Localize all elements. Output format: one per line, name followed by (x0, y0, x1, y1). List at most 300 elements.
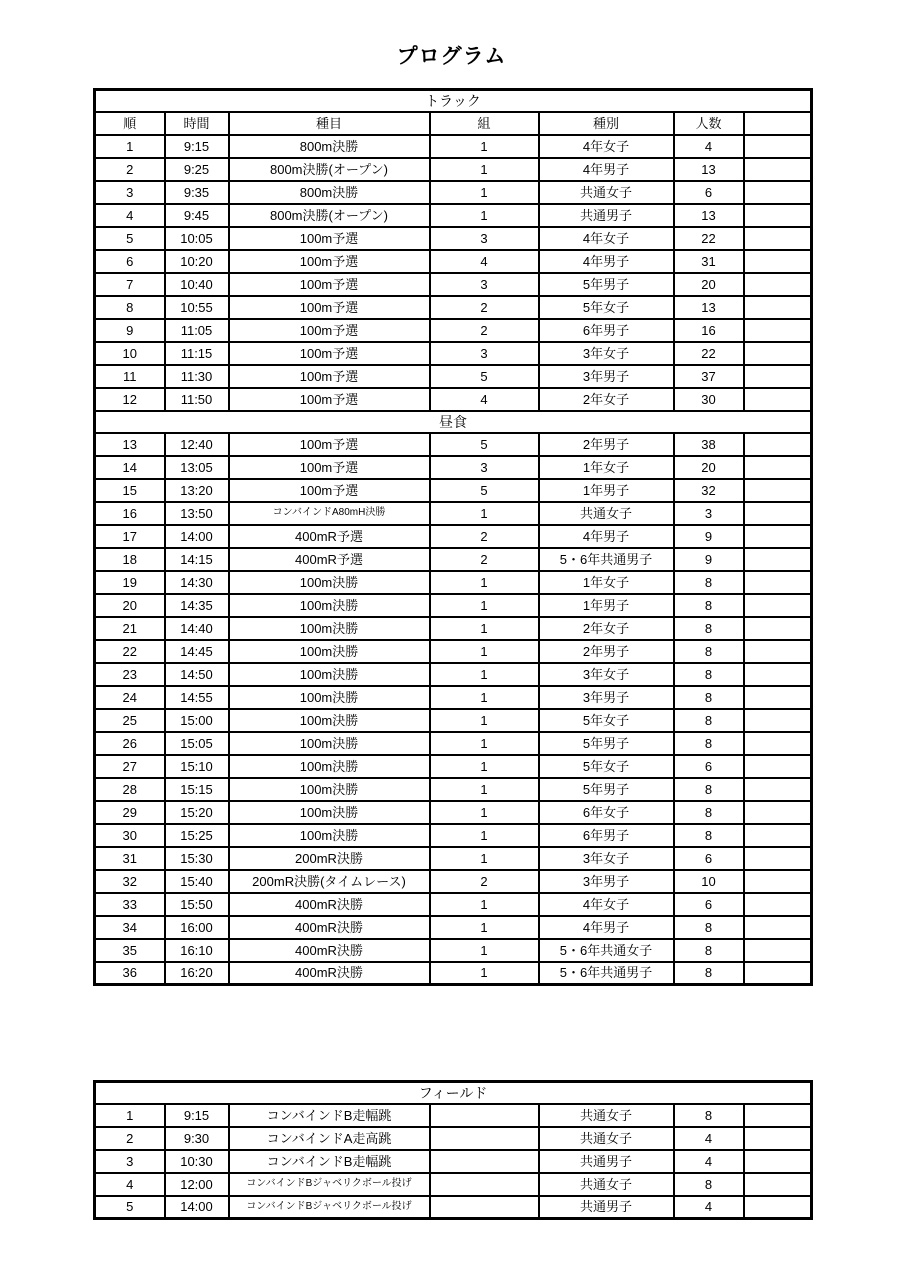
cell-event: 100m決勝 (229, 755, 430, 778)
cell-time: 9:30 (165, 1127, 229, 1150)
cell-event: 100m決勝 (229, 617, 430, 640)
cell-event: 100m決勝 (229, 663, 430, 686)
cell-count: 4 (674, 1127, 744, 1150)
cell-note (744, 365, 812, 388)
cell-category: 3年女子 (539, 847, 674, 870)
table-row (95, 204, 812, 227)
cell-count: 6 (674, 893, 744, 916)
cell-count: 13 (674, 158, 744, 181)
cell-note (744, 1173, 812, 1196)
cell-count: 8 (674, 962, 744, 985)
cell-category: 6年男子 (539, 824, 674, 847)
cell-note (744, 456, 812, 479)
cell-count: 8 (674, 916, 744, 939)
cell-heat: 3 (430, 456, 539, 479)
cell-count: 20 (674, 456, 744, 479)
cell-time: 10:05 (165, 227, 229, 250)
cell-note (744, 824, 812, 847)
cell-note (744, 962, 812, 985)
cell-category: 3年男子 (539, 365, 674, 388)
table-row (95, 824, 812, 847)
cell-event: 100m予選 (229, 273, 430, 296)
cell-event: 100m予選 (229, 433, 430, 456)
cell-time: 14:00 (165, 1196, 229, 1219)
table-row (95, 227, 812, 250)
cell-heat: 1 (430, 824, 539, 847)
cell-category: 5・6年共通女子 (539, 939, 674, 962)
cell-event: 100m決勝 (229, 709, 430, 732)
cell-heat: 1 (430, 778, 539, 801)
cell-time: 9:35 (165, 181, 229, 204)
cell-note (744, 227, 812, 250)
cell-category: 5・6年共通男子 (539, 548, 674, 571)
table-row (95, 433, 812, 456)
cell-time: 11:30 (165, 365, 229, 388)
cell-time: 14:00 (165, 525, 229, 548)
cell-note (744, 1127, 812, 1150)
cell-count: 22 (674, 342, 744, 365)
cell-category: 5年男子 (539, 273, 674, 296)
cell-category: 3年男子 (539, 870, 674, 893)
cell-time: 15:05 (165, 732, 229, 755)
cell-event: 200mR決勝 (229, 847, 430, 870)
cell-category: 3年女子 (539, 663, 674, 686)
cell-count: 8 (674, 778, 744, 801)
cell-heat (430, 1127, 539, 1150)
cell-event: コンバインドA80mH決勝 (229, 502, 430, 525)
table-row (95, 709, 812, 732)
cell-heat: 3 (430, 273, 539, 296)
column-header: 種別 (539, 112, 674, 135)
cell-note (744, 847, 812, 870)
cell-time: 15:20 (165, 801, 229, 824)
cell-order: 3 (95, 181, 165, 204)
table-row (95, 525, 812, 548)
cell-count: 13 (674, 204, 744, 227)
cell-event: コンバインドBジャベリクボール投げ (229, 1173, 430, 1196)
cell-time: 16:20 (165, 962, 229, 985)
cell-note (744, 342, 812, 365)
cell-count: 32 (674, 479, 744, 502)
cell-order: 25 (95, 709, 165, 732)
cell-event: 100m決勝 (229, 594, 430, 617)
cell-time: 16:00 (165, 916, 229, 939)
table-row (95, 181, 812, 204)
cell-count: 4 (674, 135, 744, 158)
cell-note (744, 640, 812, 663)
cell-event: 400mR決勝 (229, 893, 430, 916)
cell-event: 100m決勝 (229, 778, 430, 801)
cell-heat: 1 (430, 663, 539, 686)
table-row (95, 847, 812, 870)
cell-note (744, 433, 812, 456)
cell-event: 100m決勝 (229, 801, 430, 824)
cell-count: 38 (674, 433, 744, 456)
cell-event: 100m決勝 (229, 571, 430, 594)
cell-order: 4 (95, 204, 165, 227)
cell-event: 400mR決勝 (229, 962, 430, 985)
cell-order: 6 (95, 250, 165, 273)
cell-note (744, 1196, 812, 1219)
cell-category: 6年男子 (539, 319, 674, 342)
cell-order: 31 (95, 847, 165, 870)
column-header: 順 (95, 112, 165, 135)
cell-count: 8 (674, 686, 744, 709)
cell-count: 8 (674, 571, 744, 594)
cell-time: 10:20 (165, 250, 229, 273)
cell-category: 3年女子 (539, 342, 674, 365)
cell-order: 18 (95, 548, 165, 571)
cell-event: 100m予選 (229, 342, 430, 365)
cell-order: 15 (95, 479, 165, 502)
cell-event: コンバインドB走幅跳 (229, 1150, 430, 1173)
cell-time: 14:50 (165, 663, 229, 686)
cell-note (744, 548, 812, 571)
cell-order: 19 (95, 571, 165, 594)
table-row (95, 342, 812, 365)
cell-heat: 2 (430, 296, 539, 319)
table-row (95, 273, 812, 296)
cell-count: 22 (674, 227, 744, 250)
cell-count: 8 (674, 617, 744, 640)
cell-count: 20 (674, 273, 744, 296)
cell-category: 共通女子 (539, 181, 674, 204)
cell-order: 21 (95, 617, 165, 640)
cell-event: 800m決勝(オープン) (229, 204, 430, 227)
cell-order: 13 (95, 433, 165, 456)
cell-event: 100m予選 (229, 227, 430, 250)
cell-event: 100m予選 (229, 250, 430, 273)
cell-event: 100m決勝 (229, 824, 430, 847)
cell-category: 5年女子 (539, 296, 674, 319)
cell-order: 12 (95, 388, 165, 411)
cell-heat: 1 (430, 962, 539, 985)
table-row (95, 1173, 812, 1196)
field-rows (95, 1104, 812, 1219)
cell-heat: 5 (430, 433, 539, 456)
cell-heat: 2 (430, 870, 539, 893)
cell-event: 100m予選 (229, 296, 430, 319)
cell-count: 8 (674, 939, 744, 962)
cell-time: 11:15 (165, 342, 229, 365)
table-row (95, 893, 812, 916)
cell-event: コンバインドA走高跳 (229, 1127, 430, 1150)
cell-category: 共通男子 (539, 1150, 674, 1173)
cell-heat: 4 (430, 250, 539, 273)
field-table (93, 1080, 813, 1220)
cell-time: 10:55 (165, 296, 229, 319)
cell-note (744, 939, 812, 962)
cell-note (744, 1104, 812, 1127)
cell-event: 200mR決勝(タイムレース) (229, 870, 430, 893)
cell-event: コンバインドBジャベリクボール投げ (229, 1196, 430, 1219)
cell-order: 36 (95, 962, 165, 985)
cell-order: 26 (95, 732, 165, 755)
cell-order: 5 (95, 1196, 165, 1219)
cell-event: 400mR予選 (229, 548, 430, 571)
cell-category: 2年男子 (539, 640, 674, 663)
cell-heat (430, 1173, 539, 1196)
cell-heat: 2 (430, 319, 539, 342)
table-row (95, 1104, 812, 1127)
cell-heat: 1 (430, 571, 539, 594)
cell-order: 34 (95, 916, 165, 939)
table-row (95, 1150, 812, 1173)
cell-order: 30 (95, 824, 165, 847)
cell-note (744, 732, 812, 755)
cell-note (744, 617, 812, 640)
cell-order: 27 (95, 755, 165, 778)
cell-count: 8 (674, 1104, 744, 1127)
cell-order: 23 (95, 663, 165, 686)
cell-note (744, 870, 812, 893)
cell-note (744, 663, 812, 686)
cell-heat: 1 (430, 939, 539, 962)
cell-note (744, 135, 812, 158)
cell-heat: 3 (430, 227, 539, 250)
cell-order: 1 (95, 135, 165, 158)
cell-order: 17 (95, 525, 165, 548)
cell-category: 2年女子 (539, 617, 674, 640)
cell-order: 24 (95, 686, 165, 709)
cell-category: 1年男子 (539, 594, 674, 617)
cell-note (744, 319, 812, 342)
table-row (95, 870, 812, 893)
page-title: プログラム (396, 45, 507, 68)
table-row (95, 135, 812, 158)
cell-time: 14:15 (165, 548, 229, 571)
track-section-title: トラック (95, 90, 812, 112)
cell-note (744, 571, 812, 594)
cell-time: 13:20 (165, 479, 229, 502)
cell-category: 5年男子 (539, 732, 674, 755)
cell-note (744, 181, 812, 204)
cell-count: 9 (674, 525, 744, 548)
cell-event: 100m予選 (229, 365, 430, 388)
column-header: 種目 (229, 112, 430, 135)
table-row (95, 158, 812, 181)
cell-heat: 2 (430, 525, 539, 548)
cell-order: 35 (95, 939, 165, 962)
cell-note (744, 525, 812, 548)
cell-category: 1年女子 (539, 456, 674, 479)
cell-count: 37 (674, 365, 744, 388)
cell-category: 4年男子 (539, 250, 674, 273)
table-row (95, 319, 812, 342)
cell-order: 10 (95, 342, 165, 365)
cell-time: 14:35 (165, 594, 229, 617)
cell-count: 8 (674, 824, 744, 847)
cell-count: 6 (674, 755, 744, 778)
cell-heat (430, 1196, 539, 1219)
cell-heat: 1 (430, 801, 539, 824)
cell-heat: 1 (430, 755, 539, 778)
cell-order: 29 (95, 801, 165, 824)
field-section-title: フィールド (95, 1082, 812, 1104)
cell-heat: 1 (430, 709, 539, 732)
cell-time: 9:45 (165, 204, 229, 227)
cell-time: 15:15 (165, 778, 229, 801)
cell-time: 15:10 (165, 755, 229, 778)
cell-order: 16 (95, 502, 165, 525)
cell-category: 4年男子 (539, 158, 674, 181)
cell-order: 5 (95, 227, 165, 250)
cell-count: 8 (674, 801, 744, 824)
cell-heat (430, 1104, 539, 1127)
track-table (93, 88, 813, 986)
cell-event: 100m予選 (229, 319, 430, 342)
cell-category: 2年女子 (539, 388, 674, 411)
cell-order: 2 (95, 1127, 165, 1150)
table-row (95, 1196, 812, 1219)
cell-time: 15:40 (165, 870, 229, 893)
cell-note (744, 502, 812, 525)
cell-heat: 1 (430, 204, 539, 227)
cell-category: 4年男子 (539, 525, 674, 548)
cell-category: 共通女子 (539, 1173, 674, 1196)
table-row (95, 502, 812, 525)
cell-time: 15:30 (165, 847, 229, 870)
cell-order: 7 (95, 273, 165, 296)
cell-order: 14 (95, 456, 165, 479)
cell-order: 4 (95, 1173, 165, 1196)
cell-count: 8 (674, 1173, 744, 1196)
cell-category: 共通女子 (539, 1104, 674, 1127)
cell-event: 100m予選 (229, 456, 430, 479)
cell-order: 28 (95, 778, 165, 801)
cell-order: 22 (95, 640, 165, 663)
table-row (95, 1127, 812, 1150)
cell-note (744, 296, 812, 319)
column-header: 時間 (165, 112, 229, 135)
cell-heat: 5 (430, 365, 539, 388)
cell-order: 1 (95, 1104, 165, 1127)
column-header: 組 (430, 112, 539, 135)
cell-time: 13:50 (165, 502, 229, 525)
table-row (95, 479, 812, 502)
cell-count: 4 (674, 1150, 744, 1173)
cell-heat: 1 (430, 502, 539, 525)
track-column-header-row (95, 112, 812, 135)
cell-order: 3 (95, 1150, 165, 1173)
column-header (744, 112, 812, 135)
cell-event: 800m決勝(オープン) (229, 158, 430, 181)
cell-time: 11:50 (165, 388, 229, 411)
cell-heat: 4 (430, 388, 539, 411)
cell-heat: 2 (430, 548, 539, 571)
cell-time: 15:00 (165, 709, 229, 732)
cell-time: 13:05 (165, 456, 229, 479)
lunch-row (95, 411, 812, 433)
cell-note (744, 204, 812, 227)
cell-heat: 3 (430, 342, 539, 365)
track-rows-afternoon (95, 433, 812, 985)
cell-count: 10 (674, 870, 744, 893)
table-row (95, 594, 812, 617)
cell-time: 9:15 (165, 135, 229, 158)
table-row (95, 778, 812, 801)
cell-time: 9:15 (165, 1104, 229, 1127)
table-row (95, 548, 812, 571)
table-row (95, 962, 812, 985)
table-row (95, 617, 812, 640)
cell-event: 400mR決勝 (229, 916, 430, 939)
track-section-row (95, 90, 812, 112)
cell-count: 31 (674, 250, 744, 273)
cell-heat (430, 1150, 539, 1173)
cell-time: 10:40 (165, 273, 229, 296)
lunch-label: 昼食 (95, 411, 812, 433)
table-row (95, 388, 812, 411)
table-row (95, 686, 812, 709)
cell-time: 14:30 (165, 571, 229, 594)
cell-count: 8 (674, 640, 744, 663)
cell-category: 共通男子 (539, 204, 674, 227)
cell-heat: 1 (430, 847, 539, 870)
cell-heat: 1 (430, 135, 539, 158)
cell-note (744, 479, 812, 502)
cell-note (744, 801, 812, 824)
cell-time: 15:50 (165, 893, 229, 916)
cell-note (744, 1150, 812, 1173)
cell-note (744, 594, 812, 617)
cell-count: 6 (674, 181, 744, 204)
cell-time: 15:25 (165, 824, 229, 847)
cell-note (744, 778, 812, 801)
cell-heat: 1 (430, 640, 539, 663)
cell-category: 1年女子 (539, 571, 674, 594)
table-row (95, 939, 812, 962)
cell-count: 13 (674, 296, 744, 319)
cell-event: 800m決勝 (229, 135, 430, 158)
cell-category: 3年男子 (539, 686, 674, 709)
cell-note (744, 388, 812, 411)
cell-event: 400mR決勝 (229, 939, 430, 962)
cell-count: 16 (674, 319, 744, 342)
cell-count: 8 (674, 594, 744, 617)
cell-category: 4年女子 (539, 135, 674, 158)
table-row (95, 456, 812, 479)
cell-event: コンバインドB走幅跳 (229, 1104, 430, 1127)
cell-heat: 5 (430, 479, 539, 502)
cell-note (744, 893, 812, 916)
cell-count: 8 (674, 709, 744, 732)
cell-event: 100m決勝 (229, 732, 430, 755)
cell-note (744, 158, 812, 181)
cell-count: 3 (674, 502, 744, 525)
cell-time: 12:00 (165, 1173, 229, 1196)
cell-heat: 1 (430, 181, 539, 204)
cell-heat: 1 (430, 916, 539, 939)
track-rows-morning (95, 135, 812, 411)
cell-heat: 1 (430, 732, 539, 755)
cell-category: 5・6年共通男子 (539, 962, 674, 985)
cell-time: 16:10 (165, 939, 229, 962)
cell-time: 11:05 (165, 319, 229, 342)
table-row (95, 250, 812, 273)
cell-heat: 1 (430, 686, 539, 709)
column-header: 人数 (674, 112, 744, 135)
cell-order: 2 (95, 158, 165, 181)
cell-category: 1年男子 (539, 479, 674, 502)
cell-note (744, 250, 812, 273)
cell-category: 4年女子 (539, 227, 674, 250)
cell-order: 8 (95, 296, 165, 319)
cell-count: 6 (674, 847, 744, 870)
cell-event: 100m決勝 (229, 640, 430, 663)
cell-time: 12:40 (165, 433, 229, 456)
cell-order: 32 (95, 870, 165, 893)
